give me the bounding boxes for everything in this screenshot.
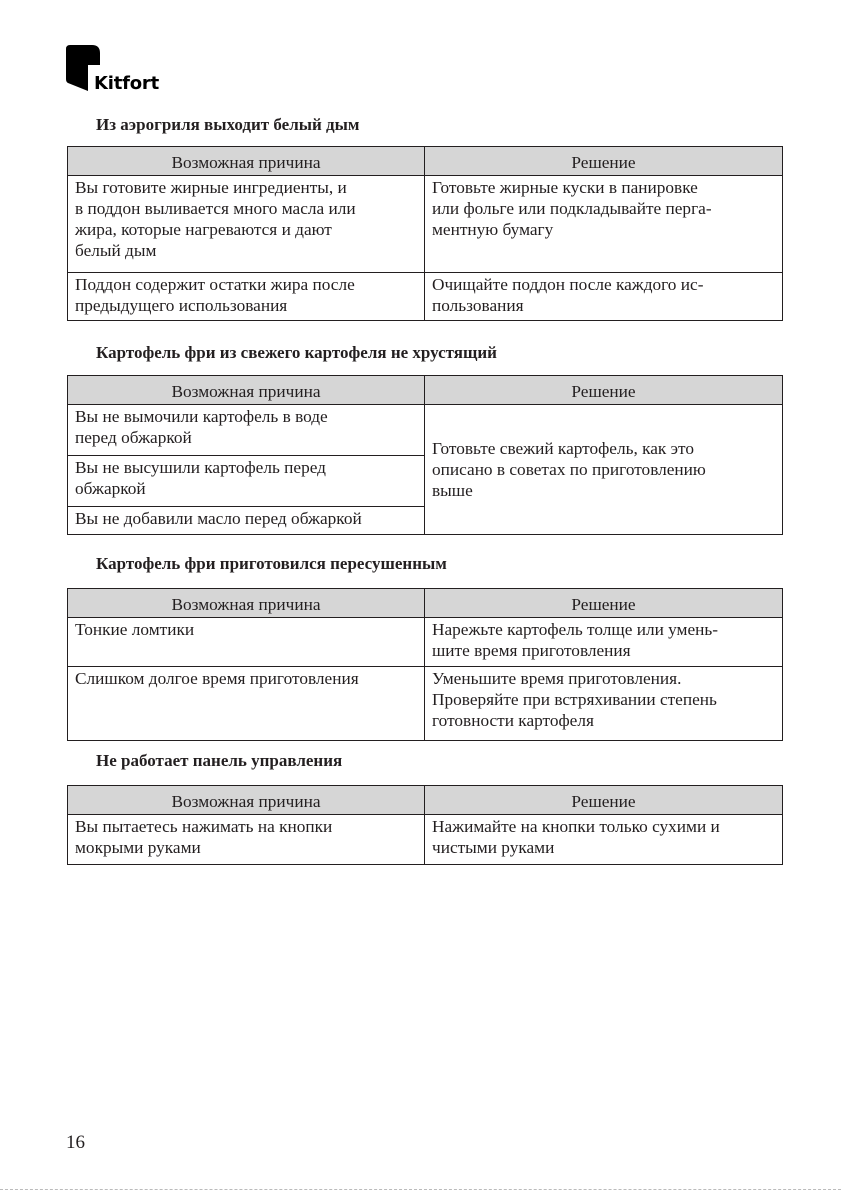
cause-cell: Поддон содержит остатки жира после предыдущего использования [68, 273, 425, 321]
section-title-fries-not-crispy: Картофель фри из свежего картофеля не хрустящий [96, 343, 497, 362]
cause-cell: Тонкие ломтики [68, 618, 425, 667]
table-header-row [68, 786, 783, 815]
table-row [68, 618, 783, 667]
section-title-fries-overdried: Картофель фри приготовился пересушенным [96, 554, 447, 573]
header-solution: Решение [425, 589, 783, 618]
header-cause: Возможная причина [68, 147, 425, 176]
cause-cell: Слишком долгое время приготовления [68, 667, 425, 741]
solution-cell: Нажимайте на кнопки только сухими и чистыми руками [425, 815, 783, 865]
table-header-row [68, 147, 783, 176]
table-row [68, 815, 783, 865]
kitfort-logo [66, 45, 166, 95]
table-header-row [68, 589, 783, 618]
solution-cell: Готовьте жирные куски в панировке или фольге или подкладывайте перга- ментную бумагу [425, 176, 783, 273]
header-solution: Решение [425, 786, 783, 815]
table-row [68, 176, 783, 273]
header-cause: Возможная причина [68, 786, 425, 815]
solution-cell: Уменьшите время приготовления. Проверяйте при встряхивании степень готовности картофеля [425, 667, 783, 741]
table-row [68, 667, 783, 741]
section-title-control-panel: Не работает панель управления [96, 751, 343, 770]
header-cause: Возможная причина [68, 589, 425, 618]
solution-cell: Нарежьте картофель толще или умень- шите время приготовления [425, 618, 783, 667]
page-number: 16 [66, 1132, 85, 1153]
table-row [68, 405, 783, 456]
cause-cell: Вы не высушили картофель перед обжаркой [68, 456, 425, 507]
cause-cell: Вы готовите жирные ингредиенты, и в поддон выливается много масла или жира, которые нагреваются и дают белый дым [68, 176, 425, 273]
shared-solution-cell: Готовьте свежий картофель, как это описано в советах по приготовлению выше [425, 405, 783, 535]
page-bottom-rule [0, 1189, 841, 1190]
table-white-smoke [67, 146, 783, 321]
solution-cell: Очищайте поддон после каждого ис- пользования [425, 273, 783, 321]
table-row [68, 273, 783, 321]
header-solution: Решение [425, 147, 783, 176]
header-solution: Решение [425, 376, 783, 405]
cause-cell: Вы не вымочили картофель в воде перед обжаркой [68, 405, 425, 456]
table-fries-overdried [67, 588, 783, 741]
table-fries-not-crispy [67, 375, 783, 535]
header-cause: Возможная причина [68, 376, 425, 405]
cause-cell: Вы не добавили масло перед обжаркой [68, 507, 425, 535]
section-title-white-smoke: Из аэрогриля выходит белый дым [96, 115, 360, 134]
table-header-row [68, 376, 783, 405]
logo-wordmark: Kitfort [94, 73, 160, 94]
table-control-panel [67, 785, 783, 865]
cause-cell: Вы пытаетесь нажимать на кнопки мокрыми руками [68, 815, 425, 865]
